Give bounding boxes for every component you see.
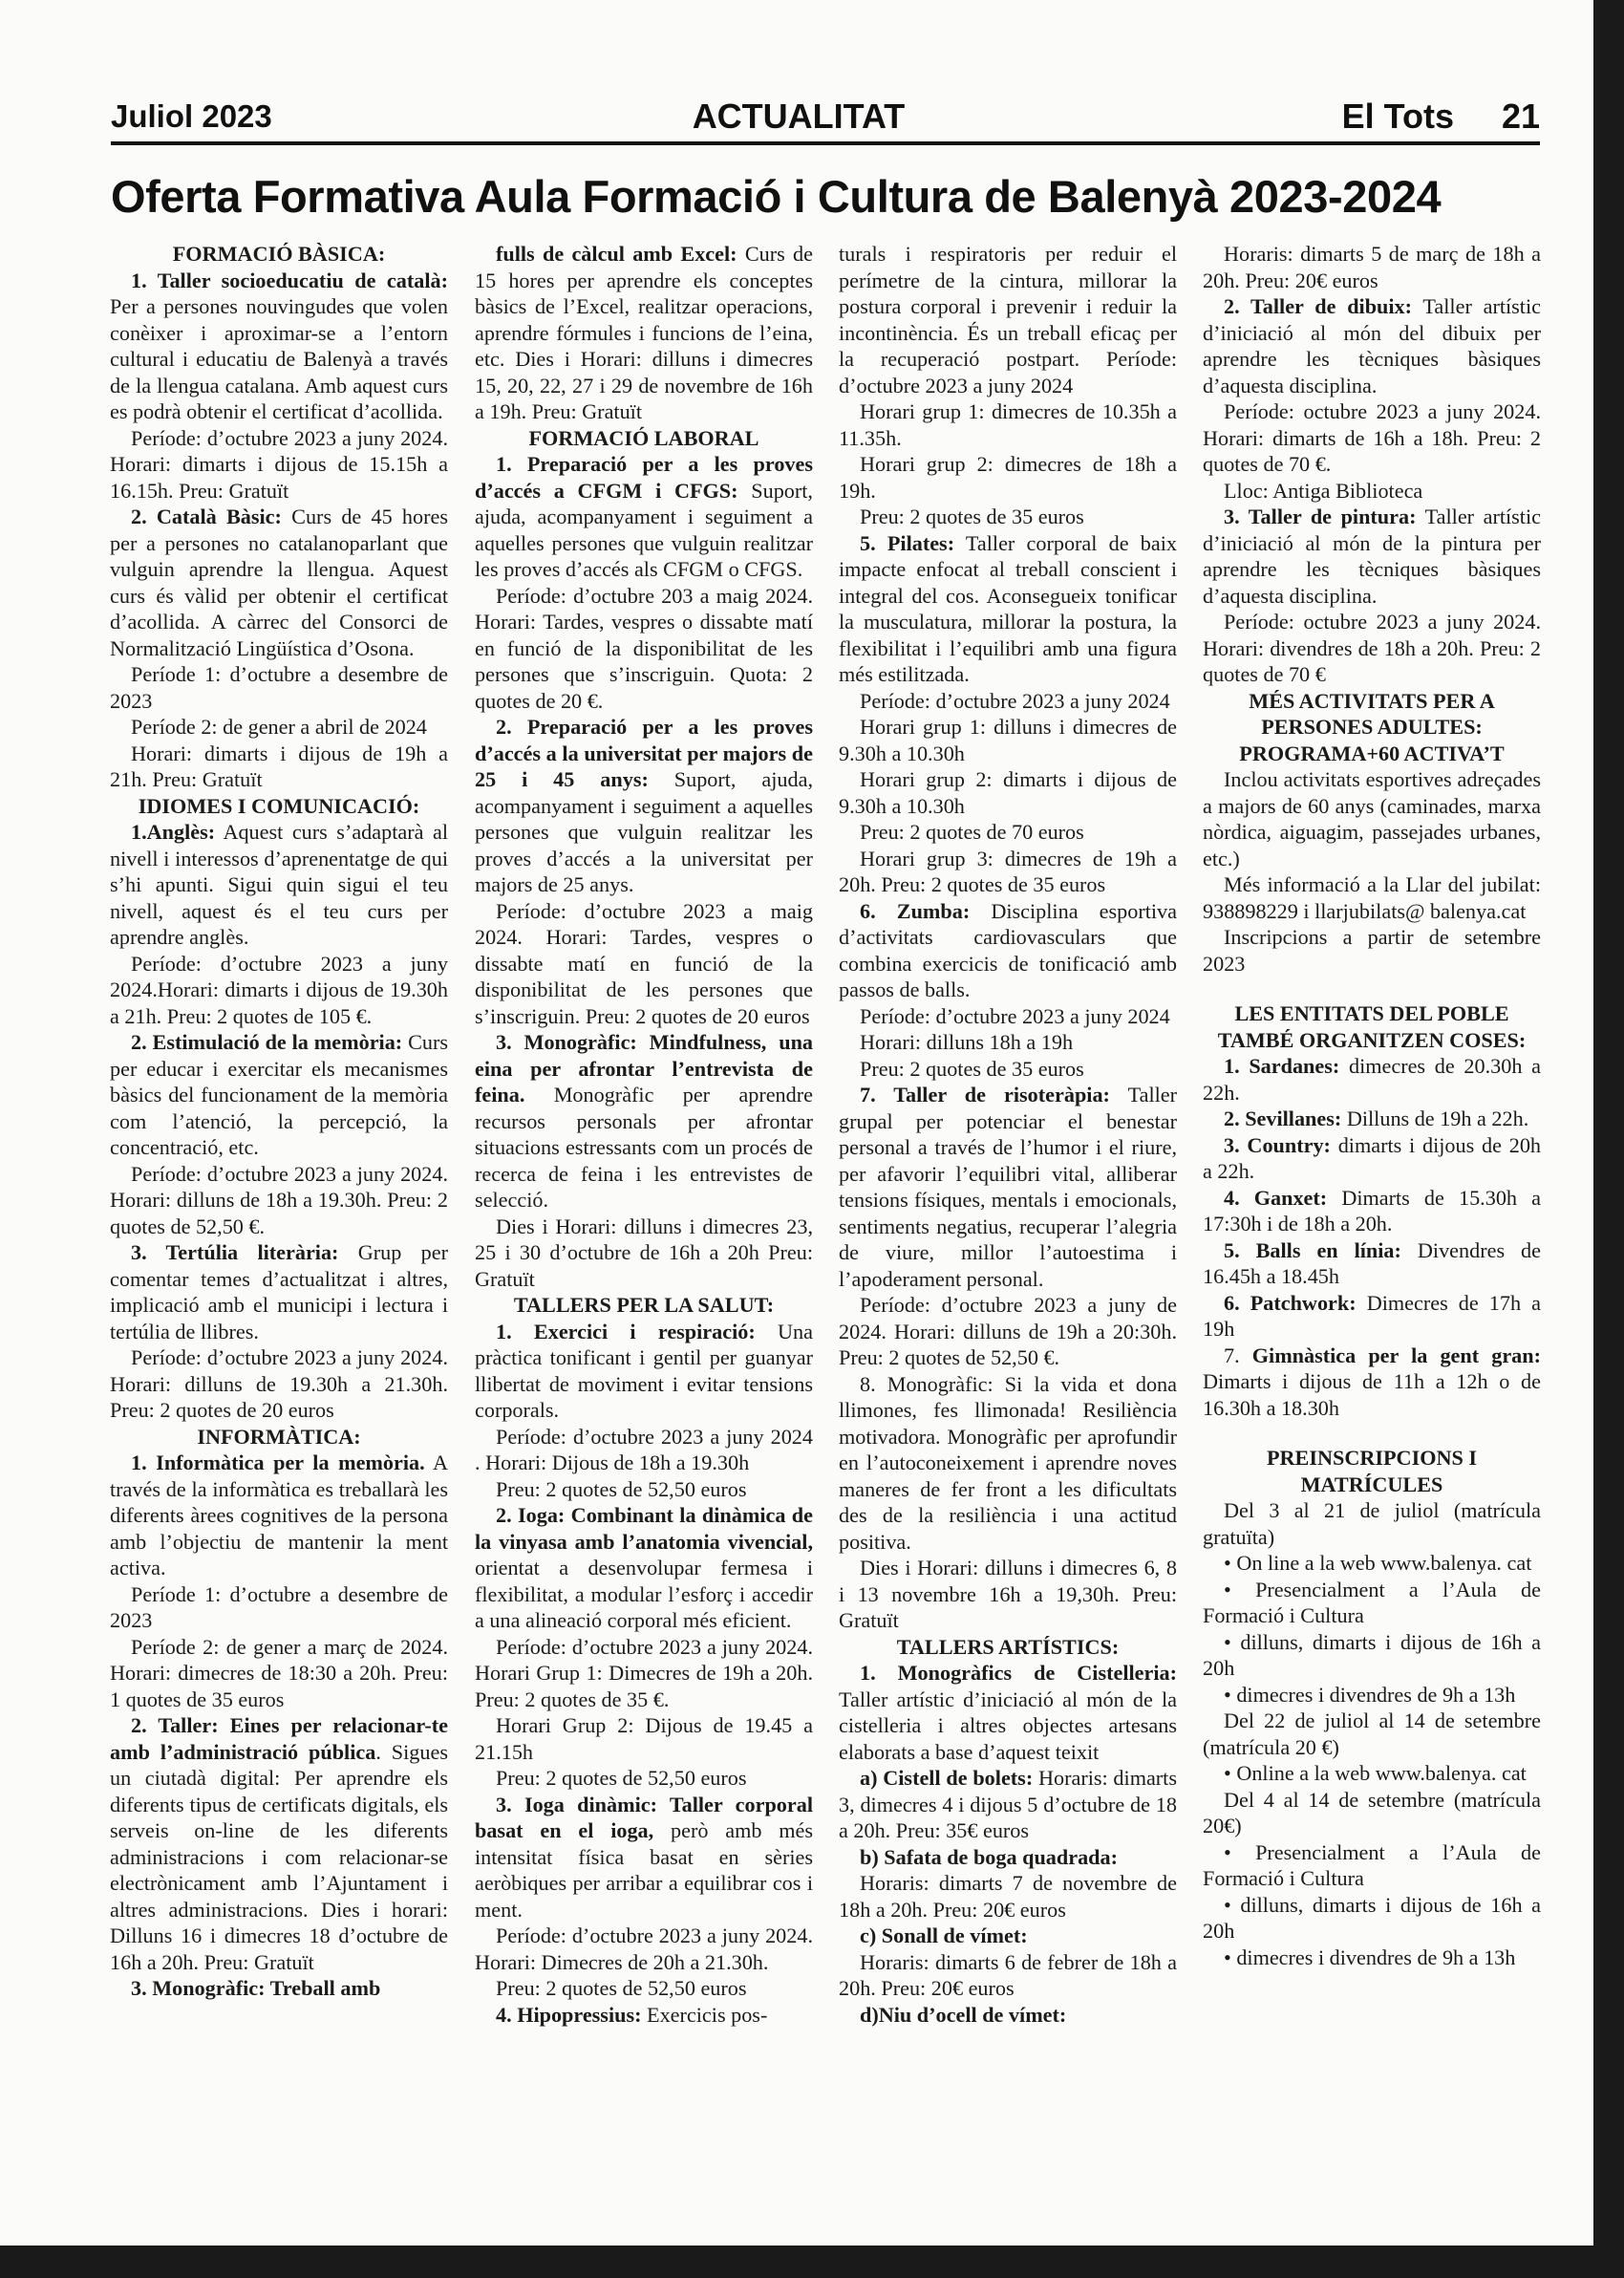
paragraph — [1203, 398, 1541, 478]
item-text: Període: d’octubre 2023 a juny 2024 . Horari: Dijous de 18h a 19.30h — [475, 1424, 813, 1474]
item-text: Horari grup 3: dimecres de 19h a 20h. Preu: 2 quotes de 35 euros — [839, 846, 1177, 896]
item-heading: 1. Sardanes: — [1224, 1054, 1340, 1078]
item-text: Període: d’octubre 2023 a juny 2024. Horari: dilluns de 19.30h a 21.30h. Preu: 2 quotes de 20 euros — [110, 1345, 448, 1422]
item-text: Període: d’octubre 2023 a juny 2024. Horari Grup 1: Dimecres de 19h a 20h. Preu: 2 quotes de 35 €. — [475, 1634, 813, 1711]
paragraph — [1203, 1497, 1541, 1550]
item-text: Període: d’octubre 2023 a juny 2024. Horari: dimarts i dijous de 15.15h a 16.15h. Preu: Gratuït — [110, 425, 448, 503]
item-text: Període 1: d’octubre a desembre de 2023 — [110, 1581, 448, 1632]
paragraph — [839, 504, 1177, 530]
item-text: Període: d’octubre 2023 a juny 2024. Horari: dilluns de 18h a 19.30h. Preu: 2 quotes de 52,50 €. — [110, 1161, 448, 1238]
item-heading: fulls de càlcul amb Excel: — [496, 242, 737, 266]
item-heading: 2. Ioga: Combinant la dinàmica de la vinyasa amb l’anatomia vivencial, — [475, 1503, 813, 1554]
item-text: Dimarts de 15.30h a 17:30h i de 18h a 20h. — [1203, 1185, 1541, 1236]
paragraph — [839, 1765, 1177, 1844]
section-heading: MÉS ACTIVITATS PER A PERSONES ADULTES: PROGRAMA+60 ACTIVA’T — [1239, 688, 1505, 765]
item-heading: 4. Hipopressius: — [496, 2002, 642, 2027]
item-text: Període: d’octubre 2023 a juny 2024. Horari: Dimecres de 20h a 21.30h. — [475, 1923, 813, 1974]
paragraph — [1203, 1708, 1541, 1760]
paragraph — [1203, 871, 1541, 924]
article-title: Oferta Formativa Aula Formació i Cultura de Balenyà 2023-2024 — [111, 171, 1442, 222]
paragraph — [110, 741, 448, 793]
paragraph — [839, 1660, 1177, 1765]
item-text: Preu: 2 quotes de 35 euros — [860, 1056, 1084, 1081]
item-text: Preu: 2 quotes de 70 euros — [860, 820, 1084, 844]
item-text: Horari: dilluns 18h a 19h — [860, 1030, 1074, 1054]
paragraph — [475, 1319, 813, 1424]
item-text: Una pràctica tonificant i gentil per guanyar llibertat de moviment i evitar tensions corporals. — [475, 1319, 813, 1422]
item-heading: 5. Pilates: — [860, 530, 955, 555]
item-text: però amb més intensitat física basat en sèries aeròbiques per arribar a equilibrar cos i ment. — [475, 1818, 813, 1922]
paragraph — [110, 1634, 448, 1713]
item-text: Període: d’octubre 2023 a juny de 2024. Horari: dilluns de 19h a 20:30h. Preu: 2 quotes de 52,50 €. — [839, 1293, 1177, 1369]
item-text: Període: d’octubre 2023 a juny 2024 — [860, 1003, 1170, 1028]
paragraph — [839, 688, 1177, 715]
paragraph — [839, 1371, 1177, 1556]
paragraph — [839, 846, 1177, 898]
item-text: Horari grup 1: dilluns i dimecres de 9.30h a 10.30h — [839, 715, 1177, 765]
paragraph — [839, 1844, 1177, 1871]
section-heading: TALLERS ARTÍSTICS: — [896, 1634, 1120, 1659]
item-heading: 3. Monogràfic: Treball amb — [131, 1976, 381, 2000]
item-text: dimarts i dijous de 20h a 22h. — [1203, 1132, 1541, 1183]
paragraph — [1203, 766, 1541, 871]
paragraph — [110, 951, 448, 1030]
paragraph — [110, 1161, 448, 1240]
item-text: • Presencialment a l’Aula de Formació i Cultura — [1203, 1839, 1541, 1890]
section-heading: FORMACIÓ BÀSICA: — [172, 242, 386, 266]
item-text: Preu: 2 quotes de 52,50 euros — [496, 1766, 747, 1790]
paragraph — [1203, 1053, 1541, 1106]
item-text: Horaris: dimarts 6 de febrer de 18h a 20h. Preu: 20€ euros — [839, 1949, 1177, 2000]
item-heading: 3. Country: — [1224, 1132, 1331, 1157]
paragraph — [110, 661, 448, 714]
item-heading: 3. Monogràfic: Mindfulness, una eina per afrontar l’entrevista de feina. — [475, 1030, 813, 1107]
item-heading: c) Sonall de vímet: — [860, 1923, 1028, 1947]
item-text: Període 2: de gener a març de 2024. Horari: dimecres de 18:30 a 20h. Preu: 1 quotes de 35 euros — [110, 1634, 448, 1711]
item-text: Període 2: de gener a abril de 2024 — [131, 715, 427, 739]
item-text: Dies i Horari: dilluns i dimecres 6, 8 i 13 novembre 16h a 19,30h. Preu: Gratuït — [839, 1556, 1177, 1632]
page-header — [111, 96, 1540, 140]
item-text: Exercicis pos- — [641, 2002, 768, 2027]
item-heading: 1. Informàtica per la memòria. — [131, 1451, 425, 1474]
item-heading: 2. Estimulació de la memòria: — [131, 1030, 403, 1054]
paragraph — [475, 1634, 813, 1713]
paragraph — [1203, 293, 1541, 398]
item-text: Període: d’octubre 2023 a juny 2024.Horari: dimarts i dijous de 19.30h a 21h. Preu: 2 quotes de 105 €. — [110, 951, 448, 1028]
paragraph — [1203, 1760, 1541, 1787]
item-text: Per a persones nouvingudes que volen conèixer i aproximar-se a l’entorn cultural i educatiu de Balenyà a través de la llengua catalana. Amb aquest curs es podrà obtenir el certificat d’acollida. — [110, 294, 448, 423]
section-name: ACTUALITAT — [692, 97, 906, 136]
item-text: Taller artístic d’iniciació al món del dibuix per aprendre les tècniques bàsiques d’aquesta disciplina. — [1203, 294, 1541, 398]
item-text: Horari: dimarts i dijous de 19h a 21h. Preu: Gratuït — [110, 741, 448, 791]
item-text: Preu: 2 quotes de 35 euros — [860, 505, 1084, 528]
paragraph — [839, 1029, 1177, 1056]
paragraph — [110, 268, 448, 425]
section-heading: IDIOMES I COMUNICACIÓ: — [138, 793, 420, 818]
paragraph — [110, 425, 448, 505]
column-3 — [839, 241, 1177, 2185]
paragraph — [1203, 1290, 1541, 1343]
paragraph — [475, 1424, 813, 1476]
paragraph — [475, 714, 813, 898]
issue-date: Juliol 2023 — [111, 98, 272, 134]
paragraph — [475, 1975, 813, 2002]
item-text: Aquest curs s’adaptarà al nivell i interessos d’aprenentatge de qui s’hi apunti. Sigui quin sigui el teu nivell, aquest és el teu curs per aprendre anglès. — [110, 820, 448, 949]
item-text: Dimarts i dijous de 11h a 12h o de 16.30h a 18.30h — [1203, 1369, 1541, 1420]
paragraph — [1203, 1550, 1541, 1577]
item-text: Suport, ajuda, acompanyament i seguiment a aquelles persones que vulguin realitzar les proves d’accés a la universitat per majors de 25 anys. — [475, 767, 813, 896]
item-heading: d)Niu d’ocell de vímet: — [860, 2002, 1067, 2027]
paragraph — [475, 2002, 813, 2029]
paragraph — [839, 898, 1177, 1003]
paragraph — [1203, 1945, 1541, 1971]
item-text: Horari Grup 2: Dijous de 19.45 a 21.15h — [475, 1713, 813, 1764]
item-text: 7. — [1224, 1343, 1252, 1367]
paragraph — [1203, 1839, 1541, 1892]
item-text: Període: d’octubre 2023 a juny 2024 — [860, 688, 1170, 713]
item-text: • dilluns, dimarts i dijous de 16h a 20h — [1203, 1629, 1541, 1680]
paragraph — [475, 1214, 813, 1293]
paragraph — [475, 451, 813, 583]
item-text: Curs de 45 hores per a persones no catalanoparlant que vulguin aprendre la llengua. Aquest curs és vàlid per obtenir el certificat d’acollida. A càrrec del Consorci de Normalització Lingüística d’Osona. — [110, 505, 448, 660]
paragraph — [839, 530, 1177, 688]
item-text: Taller artístic d’iniciació al món de la cistelleria i altres objectes artesans elaborats a base d’aquest teixit — [839, 1687, 1177, 1764]
item-text: Del 3 al 21 de juliol (matrícula gratuïta) — [1203, 1498, 1541, 1549]
item-heading: 1. Preparació per a les proves d’accés a CFGM i CFGS: — [475, 452, 813, 503]
paragraph — [1203, 1682, 1541, 1708]
paragraph — [1203, 1237, 1541, 1290]
section-heading: FORMACIÓ LABORAL — [528, 425, 759, 450]
item-heading: 1. Taller socioeducatiu de català: — [131, 268, 448, 292]
item-text: Període: octubre 2023 a juny 2024. Horari: divendres de 18h a 20h. Preu: 2 quotes de 70 € — [1203, 610, 1541, 686]
paragraph — [110, 1975, 448, 2002]
paragraph — [839, 819, 1177, 846]
paragraph — [839, 1056, 1177, 1083]
paragraph — [839, 2002, 1177, 2029]
paragraph — [475, 1792, 813, 1923]
item-text: Període: d’octubre 203 a maig 2024. Horari: Tardes, vespres o dissabte matí en funció de la disponibilitat de les persones que s’inscriguin. Quota: 2 quotes de 20 €. — [475, 583, 813, 713]
section-heading: LES ENTITATS DEL POBLE TAMBÉ ORGANITZEN COSES: — [1217, 1001, 1527, 1052]
paragraph — [839, 1555, 1177, 1634]
item-text: Més informació a la Llar del jubilat: 938898229 i llarjubilats@ balenya.cat — [1203, 872, 1541, 923]
paragraph — [110, 1029, 448, 1161]
paragraph — [1203, 924, 1541, 977]
item-heading: 6. Patchwork: — [1224, 1290, 1357, 1315]
item-heading: 3. Taller de pintura: — [1224, 505, 1417, 528]
item-heading: 3. Tertúlia literària: — [131, 1240, 339, 1264]
paragraph — [1203, 1577, 1541, 1629]
paragraph — [475, 1923, 813, 1975]
column-1 — [110, 241, 448, 2185]
paragraph — [839, 451, 1177, 504]
item-text: 8. Monogràfic: Si la vida et dona llimones, fes llimonada! Resiliència motivadora. Monogràfic per aprofundir en l’autoconeixement i aprendre noves maneres de fer front a les dificultats des de la resiliència i una actitud positiva. — [839, 1371, 1177, 1554]
item-text: Horari grup 2: dimarts i dijous de 9.30h a 10.30h — [839, 767, 1177, 818]
item-text: . Sigues un ciutadà digital: Per aprendre els diferents tipus de certificats digitals, els serveis on-line de les diferents administracions i com relacionar-se electrònicament amb l’Ajuntament i altres administracions. Dies i horari: Dilluns 16 i dimecres 18 d’octubre de 16h a 20h. Preu: Gratuït — [110, 1739, 448, 1974]
paragraph — [839, 1870, 1177, 1923]
item-text: Horaris: dimarts 5 de març de 18h a 20h. Preu: 20€ euros — [1203, 242, 1541, 292]
paragraph — [475, 583, 813, 715]
paragraph — [1203, 1629, 1541, 1682]
paragraph — [110, 714, 448, 741]
item-text: Dies i Horari: dilluns i dimecres 23, 25 i 30 d’octubre de 16h a 20h Preu: Gratuït — [475, 1214, 813, 1291]
item-text: Període: octubre 2023 a juny 2024. Horari: dimarts de 16h a 18h. Preu: 2 quotes de 70 €. — [1203, 399, 1541, 476]
item-text: Lloc: Antiga Biblioteca — [1224, 478, 1423, 503]
item-text: • dilluns, dimarts i dijous de 16h a 20h — [1203, 1892, 1541, 1943]
page-number: 21 — [1501, 97, 1540, 136]
item-heading: 1.Anglès: — [131, 820, 216, 844]
paragraph — [475, 1765, 813, 1792]
paragraph — [110, 1581, 448, 1634]
item-text: Inscripcions a partir de setembre 2023 — [1203, 925, 1541, 976]
item-text: Monogràfic per aprendre recursos personals per afrontar situacions estressants com un procés de recerca de feina i les entrevistes de selecció. — [475, 1083, 813, 1212]
item-heading: 1. Monogràfics de Cistelleria: — [860, 1661, 1177, 1685]
item-heading: a) Cistell de bolets: — [860, 1766, 1034, 1790]
paragraph — [475, 1476, 813, 1503]
paragraph — [1203, 504, 1541, 609]
item-text: Taller corporal de baix impacte enfocat al treball conscient i integral del cos. Aconsegueix tonificar la musculatura, millorar la postura, la flexibilitat i l’equilibri amb una figura més estilitzada. — [839, 530, 1177, 686]
item-heading: b) Safata de boga quadrada: — [860, 1844, 1118, 1869]
paragraph — [1203, 609, 1541, 688]
item-text: Grup per comentar temes d’actualitzat i altres, implicació amb el municipi i lectura i tertúlia de llibres. — [110, 1240, 448, 1343]
paragraph — [839, 1292, 1177, 1371]
item-heading: 5. Balls en línia: — [1224, 1237, 1401, 1262]
paragraph — [110, 1712, 448, 1975]
paragraph — [475, 1712, 813, 1765]
paragraph — [1203, 1132, 1541, 1185]
publication-name: El Tots — [1341, 97, 1454, 136]
paragraph — [1203, 1106, 1541, 1132]
column-4 — [1203, 241, 1541, 2185]
item-heading: 6. Zumba: — [860, 898, 971, 923]
paragraph — [475, 1502, 813, 1634]
item-text: Suport, ajuda, acompanyament i seguiment a aquelles persones que vulguin realitzar les proves d’accés als CFGM o CFGS. — [475, 478, 813, 581]
item-text: Horari grup 2: dimecres de 18h a 19h. — [839, 452, 1177, 503]
item-text: Taller artístic d’iniciació al món de la pintura per aprendre les tècniques bàsiques d’aquesta disciplina. — [1203, 505, 1541, 608]
paragraph — [839, 766, 1177, 819]
paragraph — [1203, 1185, 1541, 1237]
item-text: Dimecres de 17h a 19h — [1203, 1290, 1541, 1341]
item-heading: 3. Ioga dinàmic: Taller corporal basat en el ioga, — [475, 1792, 813, 1842]
paragraph — [110, 1450, 448, 1581]
section-heading: PREINSCRIPCIONS I MATRÍCULES — [1266, 1446, 1478, 1496]
item-text: Disciplina esportiva d’activitats cardiovasculars que combina exercicis de tonificació amb passos de balls. — [839, 898, 1177, 1001]
item-text: Del 22 de juliol al 14 de setembre (matrícula 20 €) — [1203, 1708, 1541, 1759]
item-text: Període 1: d’octubre a desembre de 2023 — [110, 662, 448, 713]
item-text: • dimecres i divendres de 9h a 13h — [1224, 1945, 1516, 1969]
paragraph — [839, 1082, 1177, 1292]
item-text: • Presencialment a l’Aula de Formació i Cultura — [1203, 1577, 1541, 1627]
header-rule — [111, 141, 1540, 145]
item-text: turals i respiratoris per reduir el perímetre de la cintura, millorar la postura corporal i prevenir i reduir la incontinència. És un treball eficaç per la recuperació postpart. Període: d’octubre 2023 a juny 2024 — [839, 242, 1177, 398]
item-text: Curs per educar i exercitar els mecanismes bàsics del funcionament de la memòria com l’atenció, la percepció, la concentració, etc. — [110, 1030, 448, 1159]
paragraph — [110, 819, 448, 951]
item-heading: 2. Preparació per a les proves d’accés a la universitat per majors de 25 i 45 anys: — [475, 715, 813, 791]
paragraph — [1203, 478, 1541, 505]
paragraph — [110, 1239, 448, 1344]
item-heading: 4. Ganxet: — [1224, 1185, 1328, 1210]
item-heading: 2. Taller de dibuix: — [1224, 294, 1413, 318]
article-body — [110, 241, 1541, 2185]
item-text: Horaris: dimarts 7 de novembre de 18h a 20h. Preu: 20€ euros — [839, 1871, 1177, 1922]
item-text: Preu: 2 quotes de 52,50 euros — [496, 1976, 747, 2000]
item-text: A través de la informàtica es treballarà les diferents àrees cognitives de la persona amb l’objectiu de mantenir la ment activa. — [110, 1451, 448, 1580]
item-heading: 1. Exercici i respiració: — [496, 1319, 756, 1343]
item-text: Del 4 al 14 de setembre (matrícula 20€) — [1203, 1787, 1541, 1837]
item-text: Divendres de 16.45h a 18.45h — [1203, 1237, 1541, 1288]
section-heading: INFORMÀTICA: — [197, 1424, 361, 1449]
item-heading: 7. Taller de risoteràpia: — [860, 1083, 1110, 1107]
paragraph — [110, 504, 448, 661]
paragraph — [839, 398, 1177, 451]
section-heading: TALLERS PER LA SALUT: — [513, 1293, 775, 1317]
item-text: orientat a desenvolupar fermesa i flexibilitat, a modular l’esforç i accedir a una alineació corporal més eficient. — [475, 1556, 813, 1632]
item-text: • dimecres i divendres de 9h a 13h — [1224, 1682, 1516, 1707]
item-heading: 2. Sevillanes: — [1224, 1107, 1342, 1130]
item-text: Preu: 2 quotes de 52,50 euros — [496, 1476, 747, 1501]
paragraph — [475, 898, 813, 1030]
paragraph — [110, 1344, 448, 1424]
paragraph — [839, 241, 1177, 398]
item-text: • Online a la web www.balenya. cat — [1224, 1761, 1527, 1785]
paragraph — [839, 1949, 1177, 2002]
paragraph — [1203, 241, 1541, 293]
item-heading: 2. Català Bàsic: — [131, 505, 282, 528]
paragraph — [839, 1923, 1177, 1949]
paragraph — [1203, 1892, 1541, 1945]
paragraph — [839, 714, 1177, 766]
item-text: Horari grup 1: dimecres de 10.35h a 11.35h. — [839, 399, 1177, 450]
item-text: Horaris: dimarts 3, dimecres 4 i dijous 5 d’octubre de 18 a 20h. Preu: 35€ euros — [839, 1766, 1177, 1842]
item-text: Període: d’octubre 2023 a maig 2024. Horari: Tardes, vespres o dissabte matí en funció de la disponibilitat de les persones que s’inscriguin. Preu: 2 quotes de 20 euros — [475, 898, 813, 1028]
item-text: • On line a la web www.balenya. cat — [1224, 1551, 1532, 1575]
item-text: Taller grupal per potenciar el benestar personal a través de l’humor i el riure, per afavorir l’equilibri vital, alliberar tensions físiques, mentals i emocionals, sentiments negatius, recuperar l’alegria de viure, millor l’autoestima i l’apoderament personal. — [839, 1083, 1177, 1291]
item-text: dimecres de 20.30h a 22h. — [1203, 1054, 1541, 1105]
paragraph — [475, 241, 813, 425]
paragraph — [839, 1003, 1177, 1030]
paragraph — [1203, 1343, 1541, 1422]
column-2 — [475, 241, 813, 2185]
paragraph — [475, 1029, 813, 1214]
item-text: Dilluns de 19h a 22h. — [1341, 1107, 1529, 1130]
item-text: Inclou activitats esportives adreçades a majors de 60 anys (caminades, marxa nòrdica, aiguagim, passejades urbanes, etc.) — [1203, 767, 1541, 870]
paragraph — [1203, 1787, 1541, 1839]
item-heading: Gimnàstica per la gent gran: — [1251, 1343, 1541, 1367]
item-text: Curs de 15 hores per aprendre els conceptes bàsics de l’Excel, realitzar operacions, aprendre fórmules i funcions de l’eina, etc. Dies i Horari: dilluns i dimecres 15, 20, 22, 27 i 29 de novembre de 16h a 19h. Preu: Gratuït — [475, 242, 813, 423]
item-heading: 2. Taller: Eines per relacionar-te amb l’administració pública — [110, 1713, 448, 1764]
